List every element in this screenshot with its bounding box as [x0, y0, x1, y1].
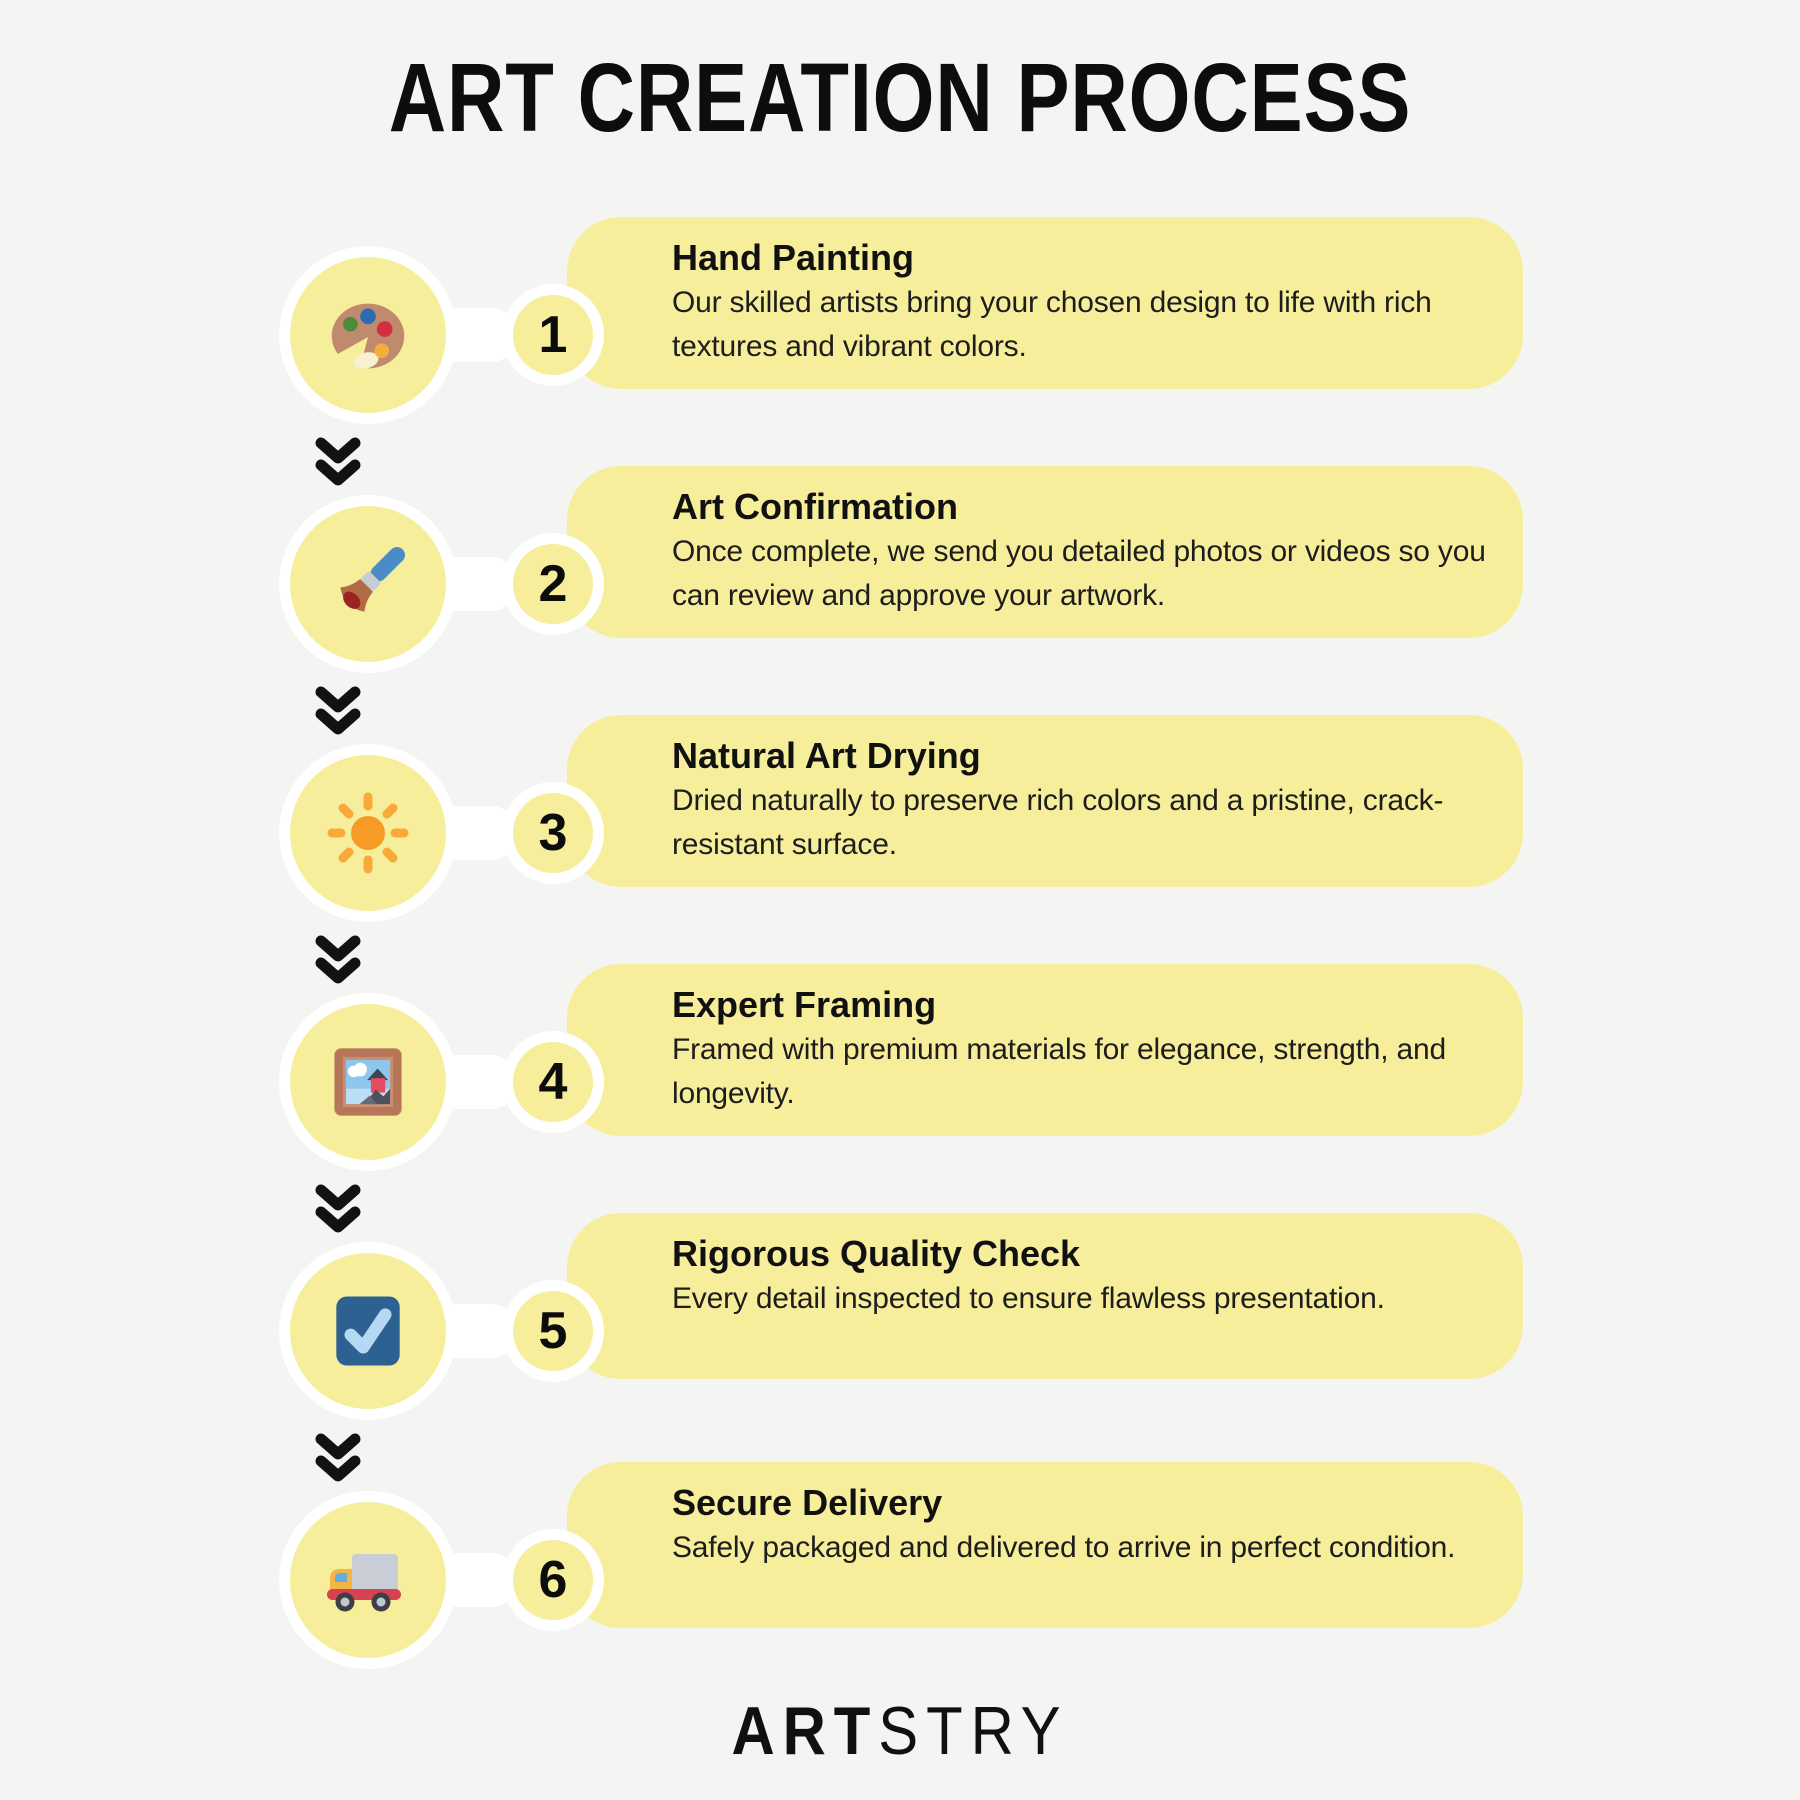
step-icon-circle: [279, 744, 457, 922]
brand-logo-bold: ART: [731, 1693, 879, 1769]
step-number-badge: 1: [502, 284, 604, 386]
step-card: [567, 715, 1523, 887]
step-description: Dried naturally to preserve rich colors and a pristine, crack-resistant surface.: [672, 784, 1444, 861]
step-card: [567, 964, 1523, 1136]
step-number-badge: 2: [502, 533, 604, 635]
step-icon-circle: [279, 1491, 457, 1669]
check-mark-icon: [320, 1283, 416, 1379]
step-card: [567, 217, 1523, 389]
step-card: [567, 1213, 1523, 1379]
step-number-badge: 5: [502, 1280, 604, 1382]
chevron-down-icon: [312, 1432, 364, 1482]
step-icon-circle: [279, 1242, 457, 1420]
brand-logo: [108, 1692, 1692, 1770]
palette-icon: [319, 286, 417, 384]
step-description: Once complete, we send you detailed photos or videos so you can review and approve your artwork.: [672, 535, 1486, 612]
chevron-down-icon: [312, 934, 364, 984]
chevron-down-icon: [312, 685, 364, 735]
step-icon-circle: [279, 246, 457, 424]
step-description: Safely packaged and delivered to arrive in perfect condition.: [672, 1531, 1456, 1564]
framed-picture-icon: [320, 1034, 416, 1130]
brand-logo-light: STRY: [878, 1693, 1069, 1769]
step-icon-circle: [279, 993, 457, 1171]
sun-icon: [318, 783, 418, 883]
step-heading: Art Confirmation: [672, 486, 958, 527]
step-heading: Secure Delivery: [672, 1482, 943, 1523]
chevron-down-icon: [312, 1183, 364, 1233]
step-number-badge: 3: [502, 782, 604, 884]
step-card: [567, 466, 1523, 638]
page-title: ART CREATION PROCESS: [388, 43, 1412, 152]
chevron-down-icon: [312, 436, 364, 486]
step-heading: Natural Art Drying: [672, 735, 981, 776]
paintbrush-icon: [318, 534, 418, 634]
step-heading: Hand Painting: [672, 237, 914, 278]
step-description: Our skilled artists bring your chosen design to life with rich textures and vibrant colors.: [672, 286, 1432, 363]
step-heading: Rigorous Quality Check: [672, 1233, 1081, 1274]
step-number-badge: 6: [502, 1529, 604, 1631]
step-description: Framed with premium materials for elegance, strength, and longevity.: [672, 1033, 1446, 1110]
step-description: Every detail inspected to ensure flawless presentation.: [672, 1282, 1385, 1315]
delivery-truck-icon: [318, 1530, 418, 1630]
step-number-badge: 4: [502, 1031, 604, 1133]
step-icon-circle: [279, 495, 457, 673]
step-card: [567, 1462, 1523, 1628]
step-heading: Expert Framing: [672, 984, 937, 1025]
